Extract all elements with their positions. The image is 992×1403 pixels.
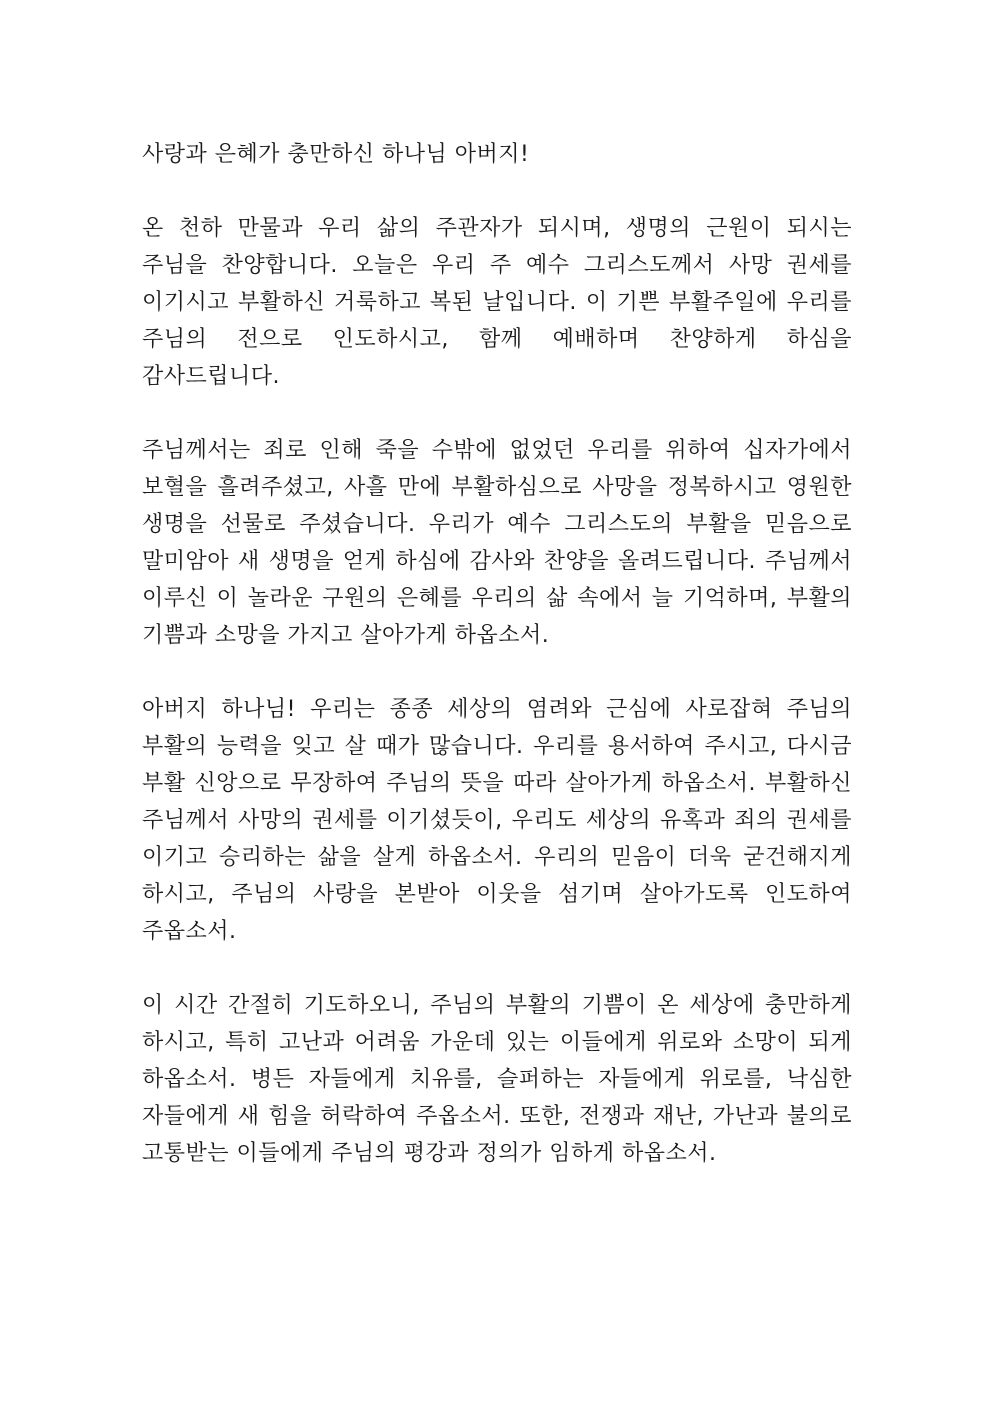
prayer-text — [142, 136, 852, 1209]
paragraph-confession: 아버지 하나님! 우리는 종종 세상의 염려와 근심에 사로잡혀 주님의 부활의 능력을 잊고 살 때가 많습니다. 우리를 용서하여 주시고, 다시금 부활 신앙으로 무장하여 주님의 뜻을 따라 살아가게 하옵소서. 부활하신 주님께서 사망의 권세를 이기셨듯이, 우리도 세상의 유혹과 죄의 권세를 이기고 승리하는 삶을 살게 하옵소서. 우리의 믿음이 더욱 굳건해지게 하시고, 주님의 사랑을 본받아 이웃을 섬기며 살아가도록 인도하여 주옵소서. — [142, 697, 852, 944]
paragraph-intercession: 이 시간 간절히 기도하오니, 주님의 부활의 기쁨이 온 세상에 충만하게 하시고, 특히 고난과 어려움 가운데 있는 이들에게 위로와 소망이 되게 하옵소서. 병든 자들에게 치유를, 슬퍼하는 자들에게 위로를, 낙심한 자들에게 새 힘을 허락하여 주옵소서. 또한, 전쟁과 재난, 가난과 불의로 고통받는 이들에게 주님의 평강과 정의가 임하게 하옵소서. — [142, 993, 852, 1166]
greeting-line: 사랑과 은혜가 충만하신 하나님 아버지! — [142, 142, 530, 167]
paragraph-thanks: 주님께서는 죄로 인해 죽을 수밖에 없었던 우리를 위하여 십자가에서 보혈을 흘려주셨고, 사흘 만에 부활하심으로 사망을 정복하시고 영원한 생명을 선물로 주셨습니다. 우리가 예수 그리스도의 부활을 믿음으로 말미암아 새 생명을 얻게 하심에 감사와 찬양을 올려드립니다. 주님께서 이루신 이 놀라운 구원의 은혜를 우리의 삶 속에서 늘 기억하며, 부활의 기쁨과 소망을 가지고 살아가게 하옵소서. — [142, 438, 852, 648]
paragraph-praise: 온 천하 만물과 우리 삶의 주관자가 되시며, 생명의 근원이 되시는 주님을 찬양합니다. 오늘은 우리 주 예수 그리스도께서 사망 권세를 이기시고 부활하신 거룩하고 복된 날입니다. 이 기쁜 부활주일에 우리를 주님의 전으로 인도하시고, 함께 예배하며 찬양하게 하심을 감사드립니다. — [142, 216, 852, 389]
